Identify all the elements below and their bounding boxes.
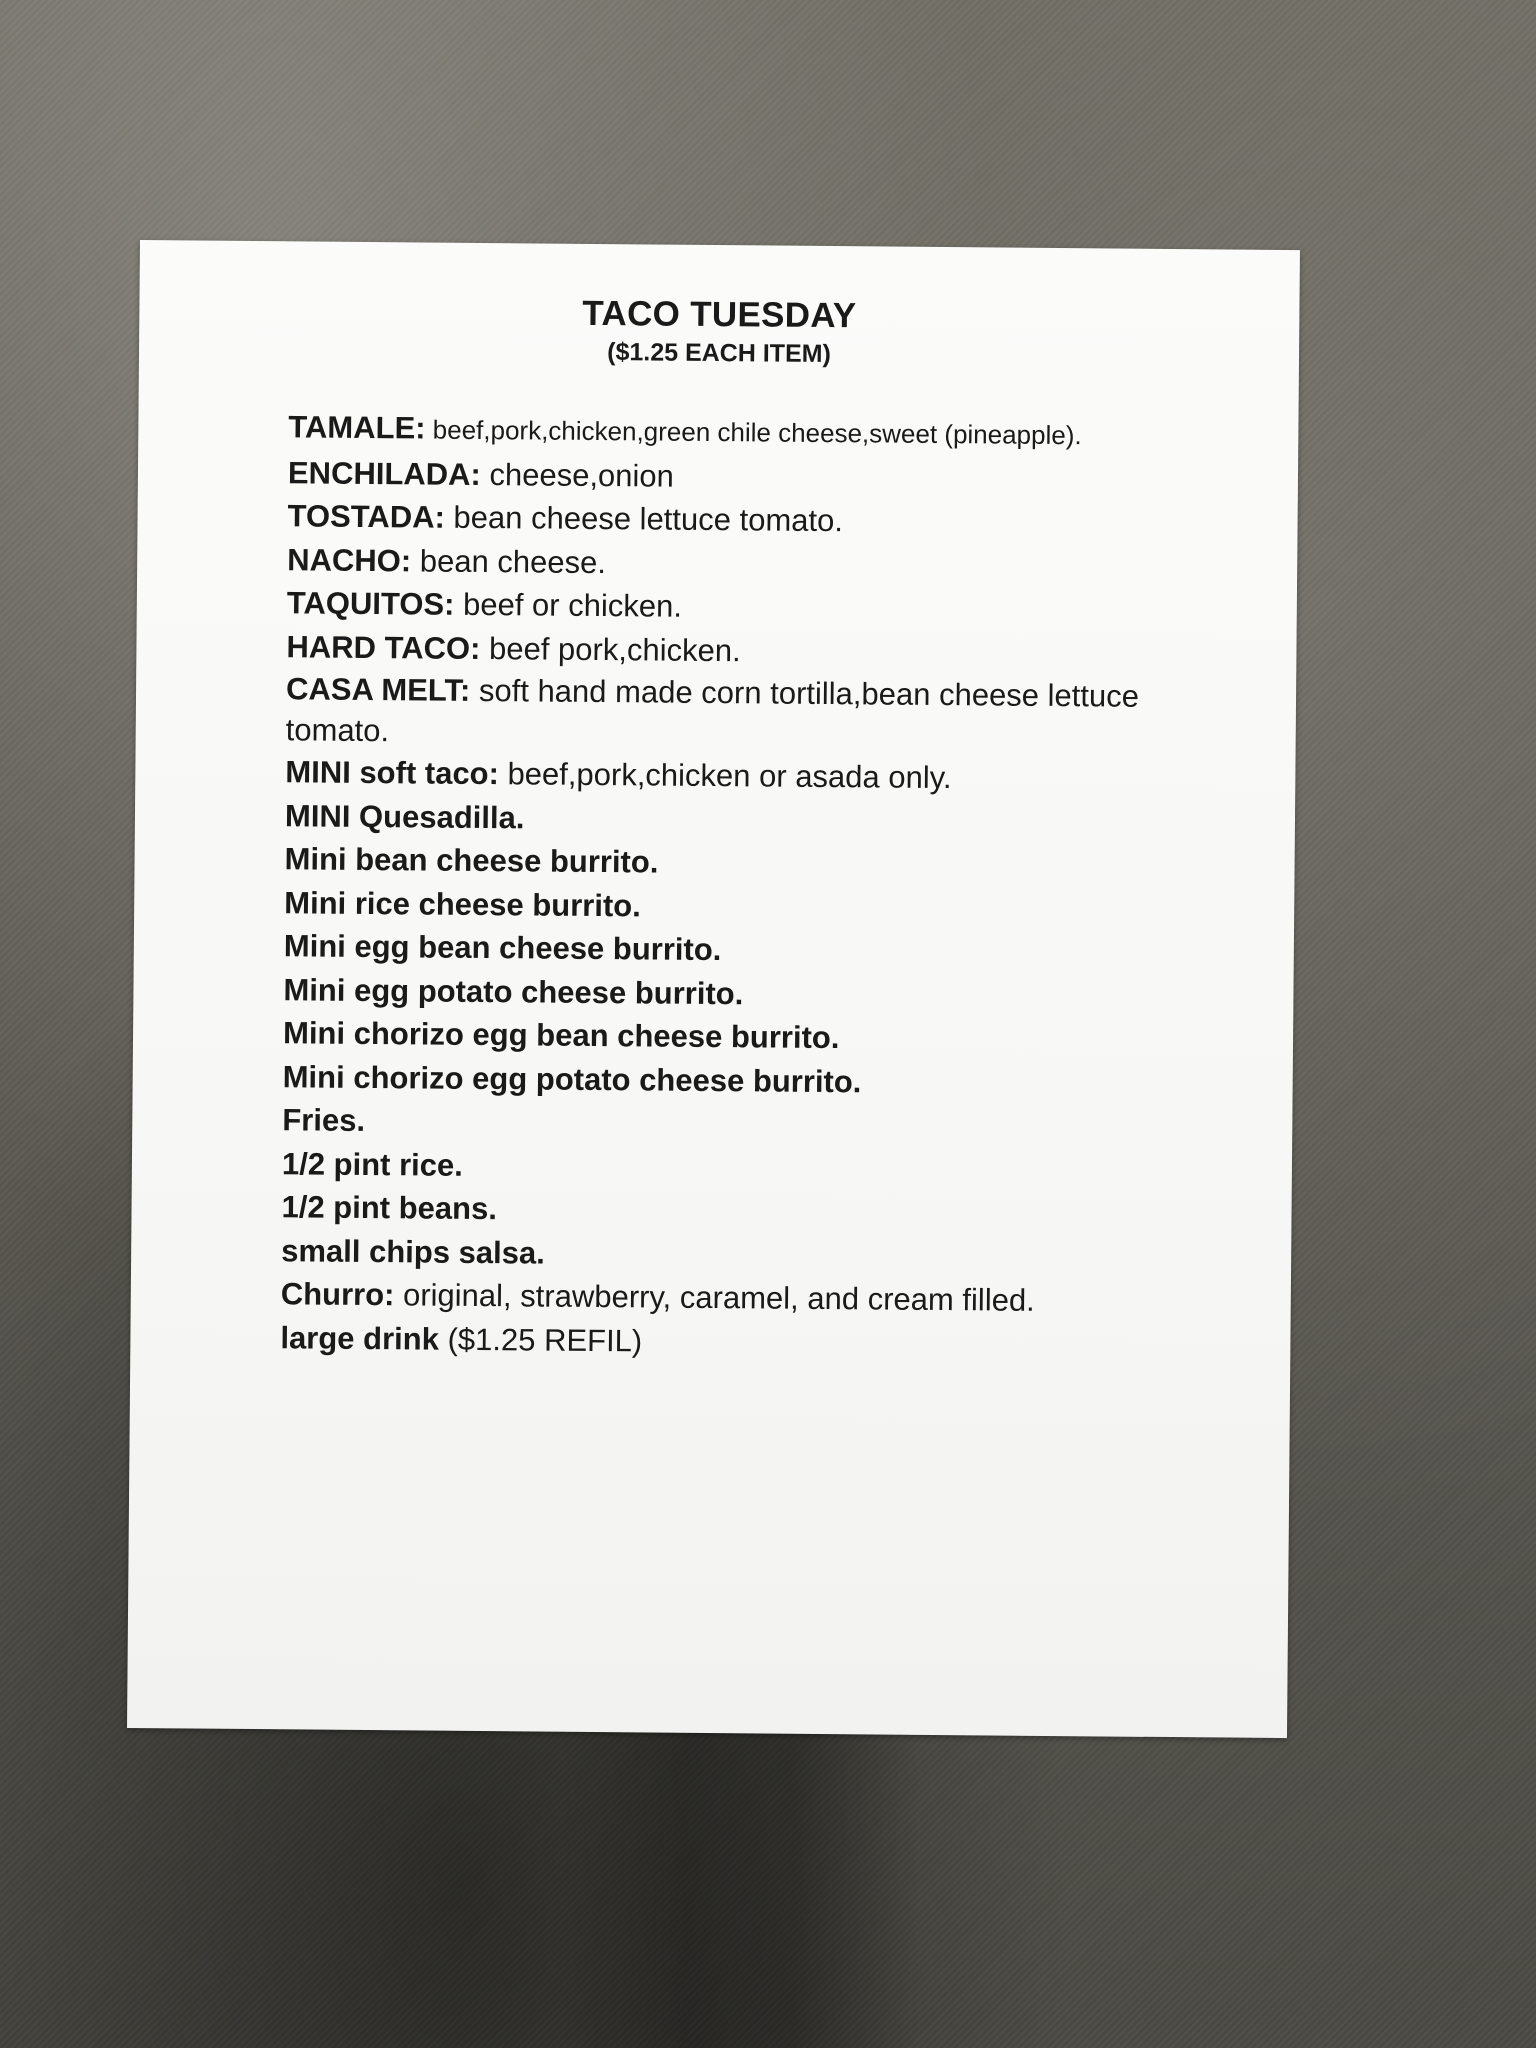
menu-item-label: HARD TACO: [286, 628, 481, 666]
menu-item-mini-egg-bean-cheese-burrito [284, 924, 1214, 976]
menu-item-description: beef or chicken. [454, 586, 683, 624]
menu-item-label: 1/2 pint beans. [281, 1189, 498, 1227]
menu-item-label: Mini bean cheese burrito. [284, 841, 659, 880]
menu-item-taquitos [287, 581, 1217, 633]
menu-item-label: ENCHILADA: [287, 454, 481, 492]
menu-item-label: NACHO: [287, 541, 412, 578]
shadow [560, 1700, 920, 2048]
menu-paper-sheet [127, 240, 1300, 1738]
menu-item-description: beef pork,chicken. [480, 630, 741, 668]
menu-item-label: 1/2 pint rice. [281, 1145, 464, 1183]
menu-item-list [280, 405, 1218, 1367]
menu-item-label: MINI Quesadilla. [284, 797, 525, 835]
menu-item-mini-chorizo-egg-potato-cheese-burrito [283, 1055, 1213, 1107]
menu-item-churro [281, 1272, 1211, 1324]
menu-item-description: ($1.25 REFIL) [438, 1321, 643, 1358]
menu-item-description: cheese,onion [480, 456, 675, 494]
menu-item-description: beef,pork,chicken or asada only. [498, 756, 952, 796]
menu-item-label: large drink [280, 1319, 440, 1357]
menu-item-label: Churro: [280, 1276, 395, 1313]
menu-item-description: soft hand made corn tortilla,bean cheese lettuce tomato. [285, 672, 1140, 749]
menu-item-description: beef,pork,chicken,green chile cheese,sweet (pineapple). [425, 414, 1082, 451]
menu-item-label: Mini chorizo egg bean cheese burrito. [282, 1015, 840, 1056]
menu-title: TACO TUESDAY [582, 293, 857, 336]
menu-item-label: TAMALE: [288, 409, 426, 446]
menu-item-tamale [288, 405, 1218, 459]
menu-item-mini-chorizo-egg-bean-cheese-burrito [283, 1011, 1213, 1063]
menu-item-tostada [287, 494, 1217, 546]
menu-item-description: bean cheese. [411, 542, 607, 580]
menu-item-label: Mini egg potato cheese burrito. [283, 971, 744, 1011]
menu-item-label: small chips salsa. [281, 1232, 545, 1271]
menu-item-description: original, strawberry, caramel, and cream filled. [394, 1277, 1035, 1318]
menu-item-label: Mini egg bean cheese burrito. [283, 928, 722, 968]
menu-item-label: CASA MELT: [285, 671, 471, 708]
menu-item-label: TOSTADA: [287, 498, 446, 535]
menu-item-mini-bean-cheese-burrito [284, 837, 1214, 889]
menu-item-large-drink [280, 1316, 1210, 1368]
menu-subtitle: ($1.25 EACH ITEM) [607, 338, 831, 369]
menu-header [139, 290, 1300, 374]
menu-item-mini-soft-taco [285, 750, 1215, 802]
menu-item-label: MINI soft taco: [285, 754, 500, 792]
menu-item-description: bean cheese lettuce tomato. [444, 499, 844, 539]
menu-item-half-pint-beans [281, 1185, 1211, 1237]
menu-item-label: TAQUITOS: [286, 585, 455, 622]
menu-item-label: Fries. [282, 1102, 366, 1138]
menu-item-casa-melt [286, 668, 1217, 758]
menu-item-label: Mini rice cheese burrito. [284, 884, 641, 923]
menu-item-label: Mini chorizo egg potato cheese burrito. [282, 1058, 862, 1099]
